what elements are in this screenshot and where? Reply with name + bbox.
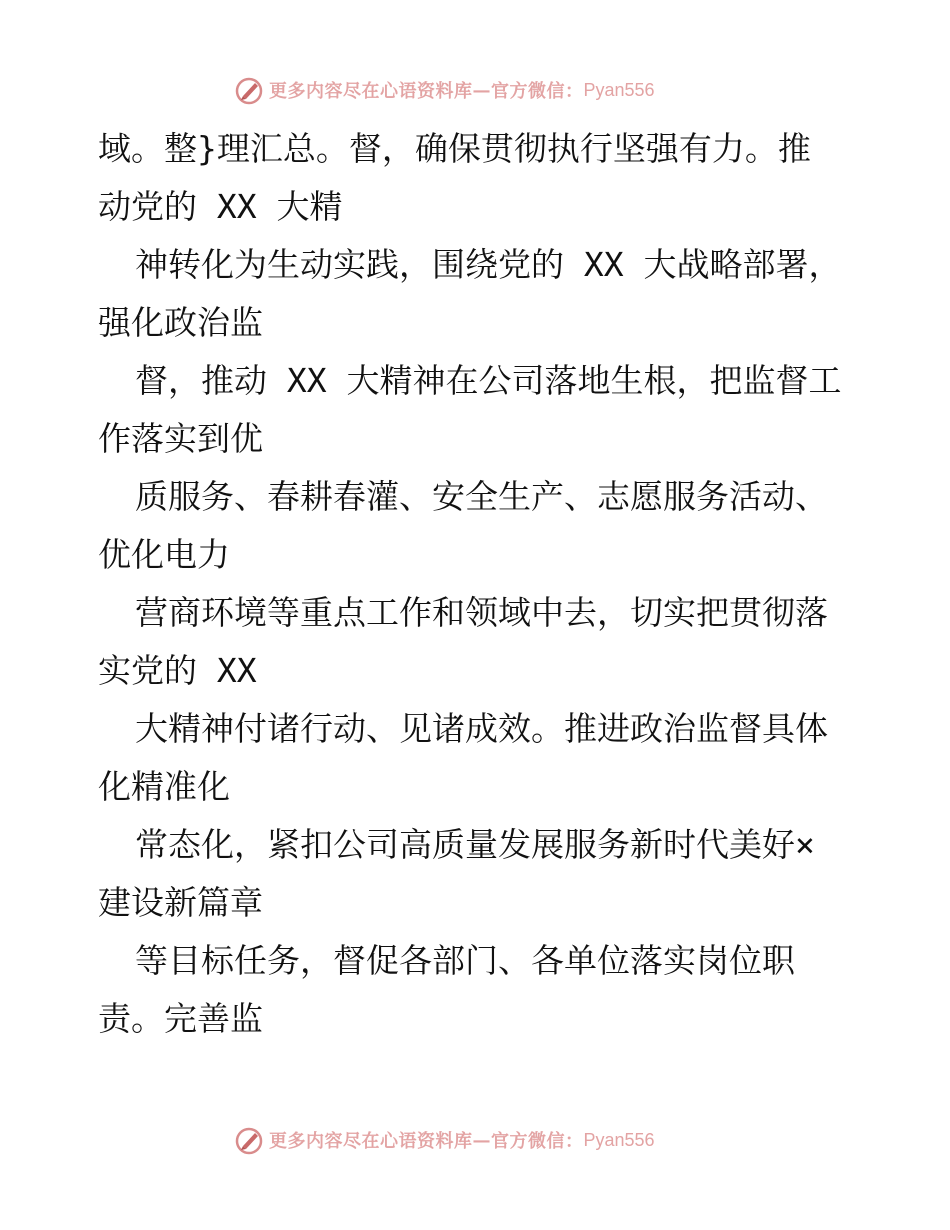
document-body [98, 120, 858, 1048]
text-line: 营商环境等重点工作和领域中去，切实把贯彻落 [135, 593, 828, 632]
watermark-text: 更多内容尽在心语资料库 [269, 81, 473, 102]
watermark-label: 官方微信： [491, 1131, 584, 1152]
text-line: 强化政治监 [98, 303, 263, 342]
text-line: 化精准化 [98, 767, 230, 806]
watermark-brand: Pyan556 [583, 1129, 655, 1150]
footer-watermark [233, 1122, 655, 1158]
watermark-text: 更多内容尽在心语资料库 [269, 1131, 473, 1152]
text-line: 实党的 XX [98, 651, 257, 690]
header-watermark [233, 72, 655, 108]
text-line: 建设新篇章 [98, 883, 263, 922]
text-line: 动党的 XX 大精 [98, 187, 343, 226]
watermark-separator: — [472, 1129, 491, 1151]
text-line: 责。完善监 [98, 999, 263, 1038]
text-line: 质服务、春耕春灌、安全生产、志愿服务活动、 [135, 477, 828, 516]
pen-logo-icon [233, 74, 265, 106]
text-line: 神转化为生动实践，围绕党的 XX 大战略部署， [135, 245, 842, 284]
text-line: 大精神付诸行动、见诸成效。推进政治监督具体 [135, 709, 828, 748]
text-line: 常态化，紧扣公司高质量发展服务新时代美好× [135, 825, 815, 864]
pen-logo-icon [233, 1124, 265, 1156]
watermark-brand: Pyan556 [583, 79, 655, 100]
text-line: 域。整}理汇总。督，确保贯彻执行坚强有力。推 [98, 129, 811, 168]
text-line: 等目标任务，督促各部门、各单位落实岗位职 [135, 941, 795, 980]
text-line: 作落实到优 [98, 419, 263, 458]
watermark-separator: — [472, 79, 491, 101]
text-line: 优化电力 [98, 535, 230, 574]
watermark-label: 官方微信： [491, 81, 584, 102]
text-line: 督，推动 XX 大精神在公司落地生根，把监督工 [135, 361, 842, 400]
